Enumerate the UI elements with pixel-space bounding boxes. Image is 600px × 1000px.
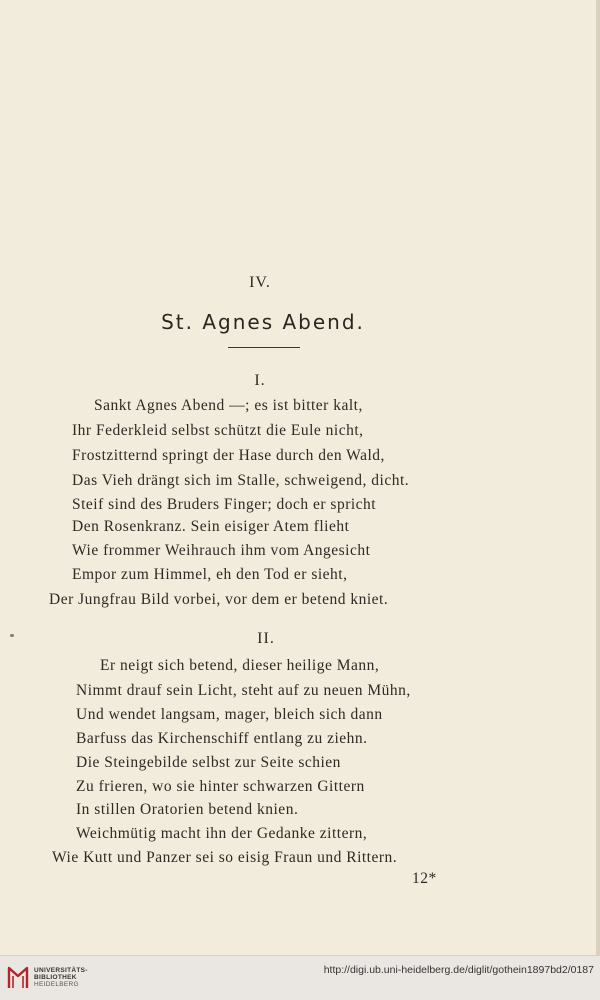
poem-line: Sankt Agnes Abend —; es ist bitter kalt, [94,397,363,414]
library-name-line: HEIDELBERG [34,981,79,988]
poem-line: In stillen Oratorien betend knien. [76,801,299,818]
poem-line: Der Jungfrau Bild vorbei, vor dem er betend kniet. [49,591,389,608]
poem-line: Weichmütig macht ihn der Gedanke zittern, [76,825,368,842]
poem-line: Wie Kutt und Panzer sei so eisig Fraun und Rittern. [52,849,398,866]
poem-line: Wie frommer Weihrauch ihm vom Angesicht [72,542,371,559]
chapter-number: IV. [249,274,271,291]
poem-line: Den Rosenkranz. Sein eisiger Atem flieht [72,518,350,535]
poem-line: Frostzitternd springt der Hase durch den Wald, [72,447,385,464]
poem-line: Und wendet langsam, mager, bleich sich dann [76,706,383,723]
stanza-numeral-1: I. [254,372,266,389]
poem-line: Barfuss das Kirchenschiff entlang zu ziehn. [76,730,368,747]
library-name [34,967,88,988]
library-name-line: UNIVERSITÄTS- [34,967,88,974]
library-logo-icon[interactable] [6,962,30,992]
poem-line: Das Vieh drängt sich im Stalle, schweigend, dicht. [72,472,410,489]
page-edge [596,0,600,955]
poem-line: Nimmt drauf sein Licht, steht auf zu neuen Mühn, [76,682,411,699]
poem-line: Ihr Federkleid selbst schützt die Eule nicht, [72,422,364,439]
poem-line: Er neigt sich betend, dieser heilige Mann, [100,657,380,674]
library-name-line: BIBLIOTHEK [34,974,77,981]
poem-line: Empor zum Himmel, eh den Tod er sieht, [72,566,348,583]
poem-line: Zu frieren, wo sie hinter schwarzen Gittern [76,778,365,795]
viewer-footer [0,955,600,1000]
stanza-numeral-2: II. [257,630,275,647]
paper-speck [10,634,14,637]
chapter-title: St. Agnes Abend. [161,310,365,334]
signature-mark: 12* [412,870,437,887]
poem-line: Steif sind des Bruders Finger; doch er spricht [72,496,377,513]
poem-line: Die Steingebilde selbst zur Seite schien [76,754,341,771]
title-divider [228,347,300,348]
source-url-link[interactable]: http://digi.ub.uni-heidelberg.de/diglit/gothein1897bd2/0187 [323,964,594,976]
